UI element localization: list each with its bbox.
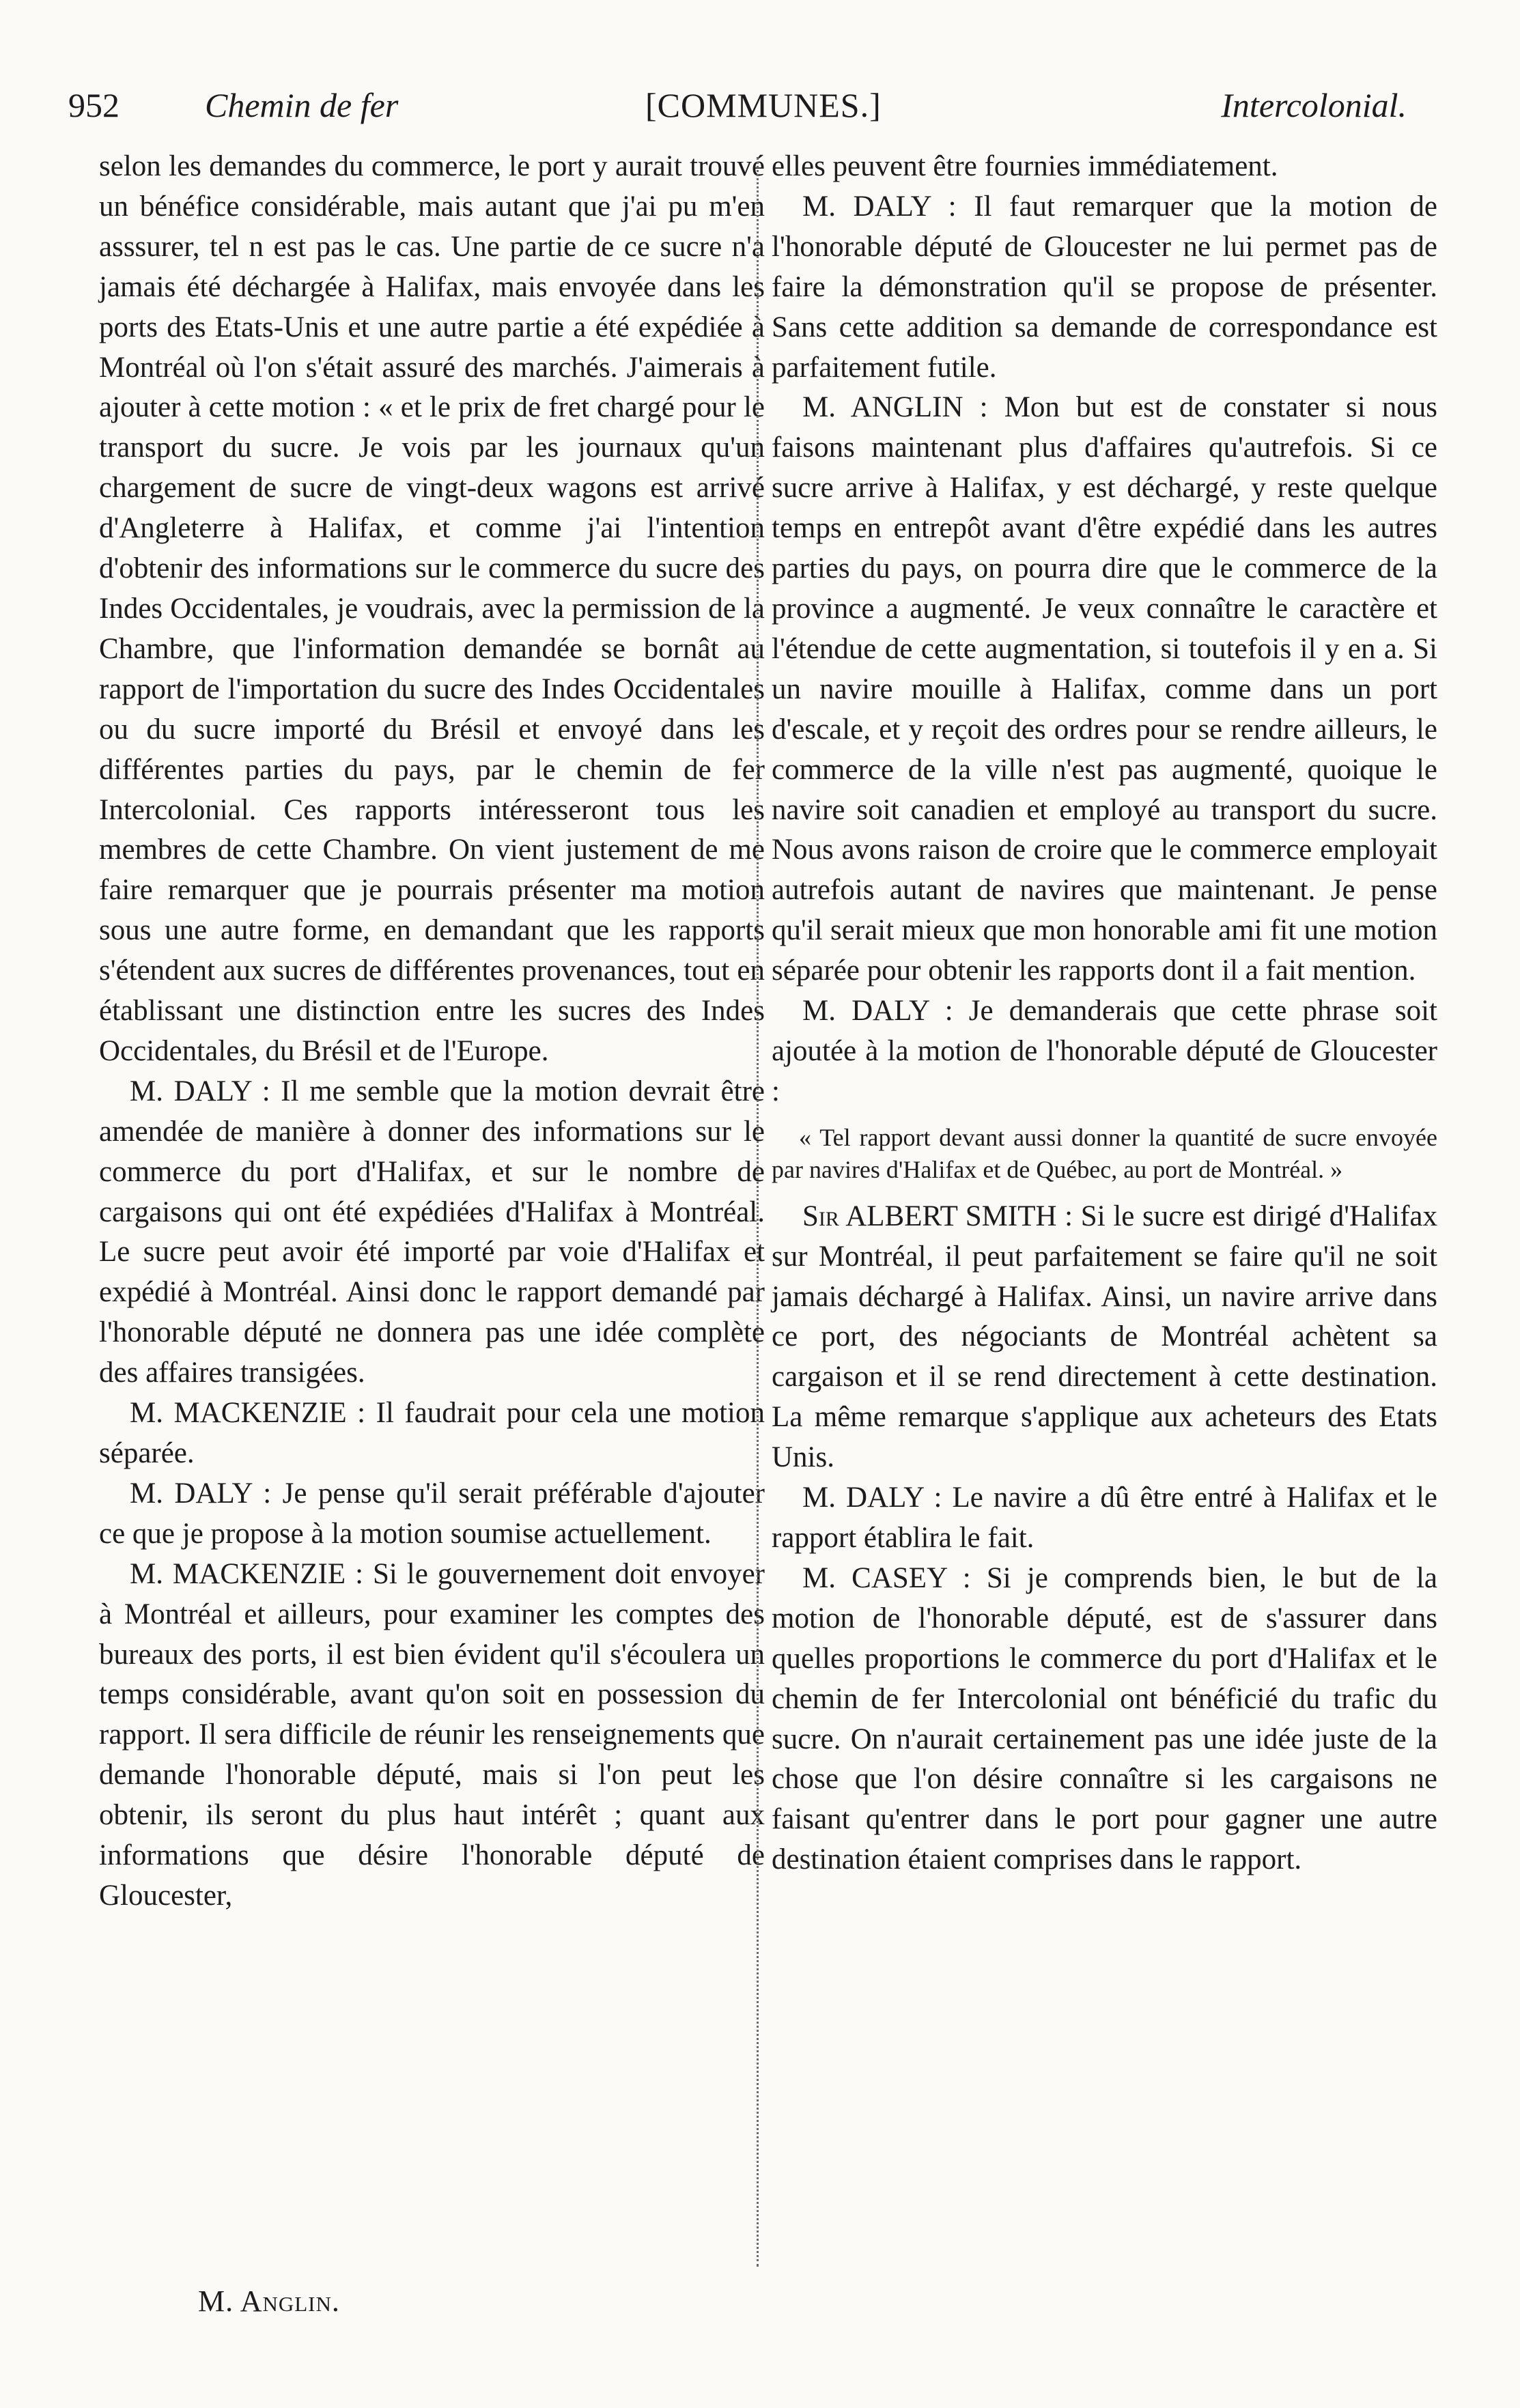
- speaker-name: Sir ALBERT SMITH :: [802, 1200, 1073, 1232]
- paragraph: [99, 147, 765, 1072]
- paragraph-text: Si le sucre est dirigé d'Halifax sur Montréal, il peut parfaitement se faire qu'il ne soit jamais déchargé à Halifax. Ainsi, un navire arrive dans ce port, des négociants de Montréal achètent sa cargaison et il se rend directement à cette destination. La même remarque s'applique aux acheteurs des Etats Unis.: [772, 1200, 1437, 1474]
- paragraph-text: Le navire a dû être entré à Halifax et le rapport établira le fait.: [772, 1482, 1437, 1554]
- page-number: 952: [68, 86, 119, 124]
- paragraph: [772, 1197, 1437, 1478]
- paragraph-text: Si je comprends bien, le but de la motion de l'honorable député, est de s'assurer dans quelles proportions le commerce du port d'Halifax et le chemin de fer Intercolonial ont bénéficié du trafic du sucre. On n'aurait certainement pas une idée juste de la chose que l'on désire connaître si les cargaisons ne faisant qu'entrer dans le port pour gagner une autre destination étaient comprises dans le rapport.: [772, 1561, 1437, 1876]
- running-title-center: [COMMUNES.]: [645, 86, 882, 124]
- column-divider: [757, 157, 759, 2267]
- running-title-right: Intercolonial.: [1221, 86, 1407, 124]
- paragraph: [772, 991, 1437, 1112]
- speaker-name: M. DALY :: [802, 1482, 942, 1514]
- speaker-name: M. DALY :: [130, 1477, 272, 1510]
- page-header: [68, 81, 1407, 130]
- speaker-name: M. MACKENZIE :: [130, 1557, 364, 1590]
- paragraph-text: Il faudrait pour cela une motion séparée.: [99, 1397, 765, 1469]
- paragraph: [99, 1072, 765, 1393]
- paragraph-text: Si le gouvernement doit envoyer à Montréal et ailleurs, pour examiner les comptes des bureaux des ports, il est bien évident qu'il s'écoulera un temps considérable, avant qu'on soit en possession du rapport. Il sera difficile de réunir les renseignements que demande l'honorable député, mais si l'on peut les obtenir, ils seront du plus haut intérêt ; quant aux informations que désire l'honorable député de Gloucester,: [99, 1557, 765, 1912]
- paragraph: [772, 1559, 1437, 1880]
- paragraph: [99, 1474, 765, 1555]
- paragraph: [772, 1478, 1437, 1559]
- running-title-left: Chemin de fer: [205, 86, 399, 124]
- paragraph: [99, 1555, 765, 1916]
- paragraph-text: elles peuvent être fournies immédiatement.: [772, 150, 1278, 182]
- paragraph: [99, 1393, 765, 1474]
- speaker-name: M. MACKENZIE :: [130, 1397, 366, 1430]
- signature-footer: M. Anglin.: [198, 2284, 340, 2318]
- left-column: [99, 147, 765, 1916]
- paragraph-text: Je pense qu'il serait préférable d'ajouter ce que je propose à la motion soumise actuellement.: [99, 1477, 765, 1550]
- paragraph-text: Il me semble que la motion devrait être amendée de manière à donner des informations sur le commerce du port d'Halifax, et sur le nombre de cargaisons qui ont été expédiées d'Halifax à Montréal. Le sucre peut avoir été importé par voie d'Halifax et expédié à Montréal. Ainsi donc le rapport demandé par l'honorable député ne donnera pas une idée complète des affaires transigées.: [99, 1075, 765, 1389]
- paragraph-text: Je demanderais que cette phrase soit ajoutée à la motion de l'honorable député de Gloucester :: [772, 995, 1437, 1107]
- right-column: [772, 147, 1437, 1880]
- paragraph-text: Il faut remarquer que la motion de l'honorable député de Gloucester ne lui permet pas de faire la démonstration qu'il se propose de présenter. Sans cette addition sa demande de correspondance est parfaitement futile.: [772, 190, 1437, 384]
- speaker-name: M. DALY :: [130, 1075, 270, 1107]
- paragraph: [772, 187, 1437, 388]
- speaker-name: M. CASEY :: [802, 1561, 971, 1594]
- speaker-name: M. DALY :: [802, 190, 957, 223]
- paragraph: [772, 147, 1437, 187]
- paragraph-text: selon les demandes du commerce, le port y aurait trouvé un bénéfice considérable, mais autant que j'ai pu m'en asssurer, tel n est pas le cas. Une partie de ce sucre n'a jamais été déchargée à Halifax, mais envoyée dans les ports des Etats-Unis et une autre partie a été expédiée à Montréal où l'on s'était assuré des marchés. J'aimerais à ajouter à cette motion : « et le prix de fret chargé pour le transport du sucre. Je vois par les journaux qu'un chargement de sucre de vingt-deux wagons est arrivé d'Angleterre à Halifax, et comme j'ai l'intention d'obtenir des informations sur le commerce du sucre des Indes Occidentales, je voudrais, avec la permission de la Chambre, que l'information demandée se bornât au rapport de l'importation du sucre des Indes Occidentales ou du sucre importé du Brésil et envoyé dans les différentes parties du pays, par le chemin de fer Intercolonial. Ces rapports intéresseront tous les membres de cette Chambre. On vient justement de me faire remarquer que je pourrais présenter ma motion sous une autre forme, en demandant que les rapports s'étendent aux sucres de différentes provenances, tout en établissant une distinction entre les sucres des Indes Occidentales, du Brésil et de l'Europe.: [99, 150, 765, 1067]
- speaker-name: M. ANGLIN :: [802, 391, 988, 424]
- speaker-name: M. DALY :: [802, 995, 953, 1028]
- paragraph-text: Mon but est de constater si nous faisons maintenant plus d'affaires qu'autrefois. Si ce sucre arrive à Halifax, y est déchargé, y reste quelque temps en entrepôt avant d'être expédié dans les autres parties du pays, on pourra dire que le commerce de la province a augmenté. Je veux connaître le caractère et l'étendue de cette augmentation, si toutefois il y en a. Si un navire mouille à Halifax, comme dans un port d'escale, et y reçoit des ordres pour se rendre ailleurs, le commerce de la ville n'est pas augmenté, quoique le navire soit canadien et employé au transport du sucre. Nous avons raison de croire que le commerce employait autrefois autant de navires que maintenant. Je pense qu'il serait mieux que mon honorable ami fit une motion séparée pour obtenir les rapports dont il a fait mention.: [772, 391, 1437, 987]
- quoted-amendment: « Tel rapport devant aussi donner la quantité de sucre envoyée par navires d'Halifax et de Québec, au port de Montréal. »: [772, 1123, 1437, 1183]
- paragraph: [772, 388, 1437, 991]
